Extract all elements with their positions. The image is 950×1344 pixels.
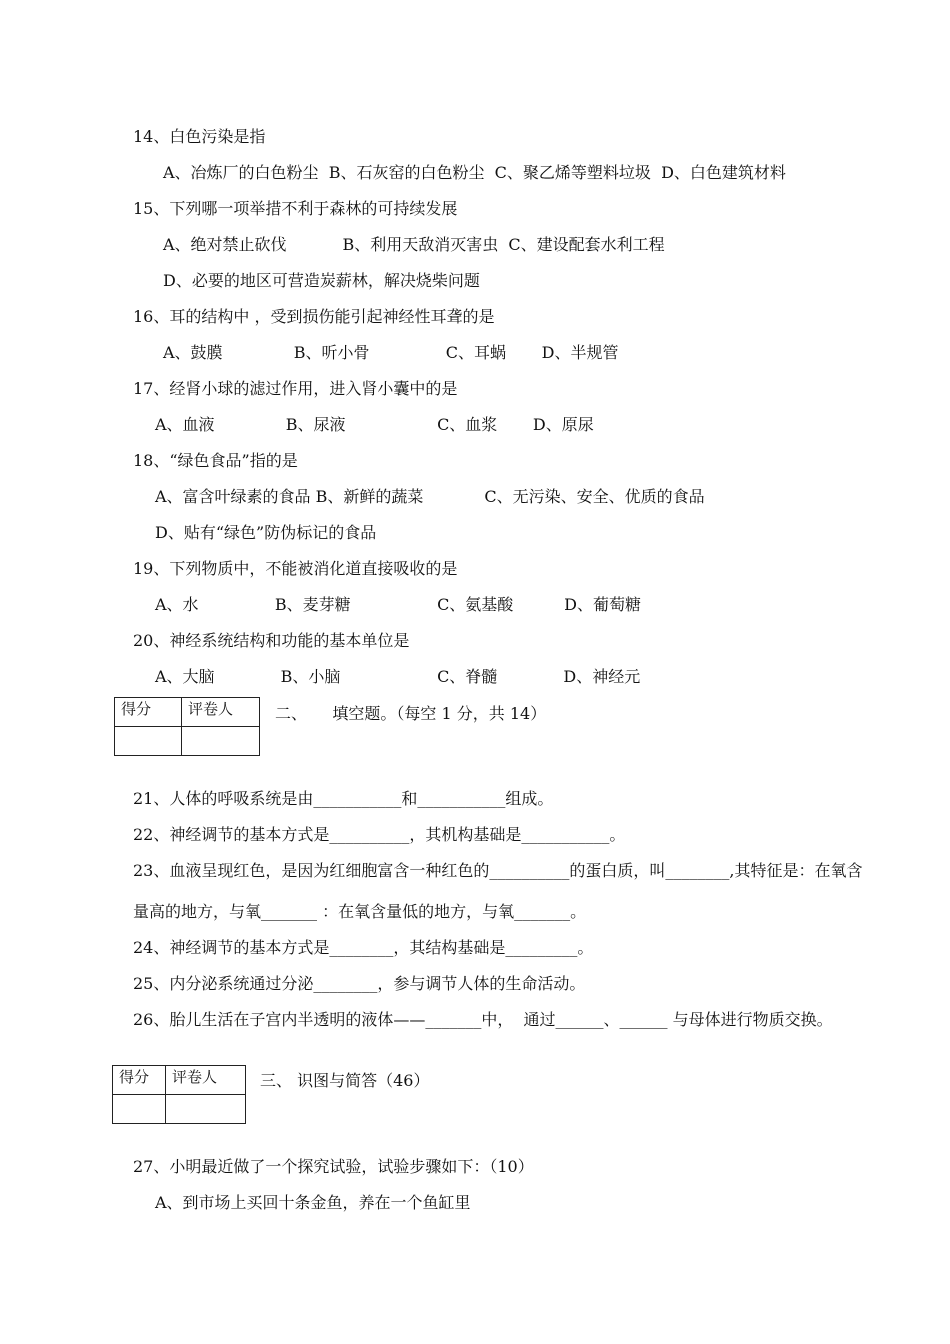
fill-question-21: 21、人体的呼吸系统是由___________和___________组成。 [133, 789, 554, 808]
score-table-section2 [114, 697, 260, 756]
question-27: 27、小明最近做了一个探究试验，试验步骤如下：（10） [133, 1157, 534, 1176]
section-3-title: 三、 识图与简答（46） [260, 1071, 430, 1090]
fill-question-22: 22、神经调节的基本方式是__________，其机构基础是___________。 [133, 825, 626, 844]
question-18: 18、“绿色食品”指的是 [133, 451, 298, 470]
question-19-options: A、水 B、麦芽糖 C、氨基酸 D、葡萄糖 [155, 595, 641, 614]
question-19: 19、下列物质中，不能被消化道直接吸收的是 [133, 559, 458, 578]
question-18-option-d: D、贴有“绿色”防伪标记的食品 [155, 523, 377, 542]
question-14-options: A、冶炼厂的白色粉尘 B、石灰窑的白色粉尘 C、聚乙烯等塑料垃圾 D、白色建筑材料 [163, 163, 786, 182]
question-16-options: A、鼓膜 B、听小骨 C、耳蜗 D、半规管 [163, 343, 619, 362]
grader-header: 评卷人 [166, 1066, 246, 1095]
score-cell [115, 727, 182, 756]
score-cell [113, 1095, 166, 1124]
question-16: 16、耳的结构中 ，受到损伤能引起神经性耳聋的是 [133, 307, 495, 326]
question-20-options: A、大脑 B、小脑 C、脊髓 D、神经元 [155, 667, 641, 686]
score-header: 得分 [113, 1066, 166, 1095]
question-15-option-d: D、必要的地区可营造炭薪林，解决烧柴问题 [163, 271, 480, 290]
grader-header: 评卷人 [182, 698, 260, 727]
question-20: 20、神经系统结构和功能的基本单位是 [133, 631, 410, 650]
section-2-title: 二、 填空题。（每空 1 分，共 14） [275, 704, 547, 723]
question-15: 15、下列哪一项举措不利于森林的可持续发展 [133, 199, 458, 218]
fill-question-23: 23、血液呈现红色，是因为红细胞富含一种红色的__________的蛋白质，叫________,其特征是：在氧含 [133, 861, 863, 880]
fill-question-24: 24、神经调节的基本方式是________，其结构基础是_________。 [133, 938, 594, 957]
fill-question-26: 26、胎儿生活在子宫内半透明的液体——_______中， 通过______、______ 与母体进行物质交换。 [133, 1010, 833, 1029]
question-18-options: A、富含叶绿素的食品 B、新鲜的蔬菜 C、无污染、安全、优质的食品 [155, 487, 705, 506]
score-header: 得分 [115, 698, 182, 727]
fill-question-25: 25、内分泌系统通过分泌________，参与调节人体的生命活动。 [133, 974, 586, 993]
grader-cell [182, 727, 260, 756]
question-14: 14、白色污染是指 [133, 127, 266, 146]
question-17-options: A、血液 B、尿液 C、血浆 D、原尿 [155, 415, 594, 434]
question-27-step-a: A、到市场上买回十条金鱼，养在一个鱼缸里 [155, 1193, 471, 1212]
question-17: 17、经肾小球的滤过作用，进入肾小囊中的是 [133, 379, 458, 398]
grader-cell [166, 1095, 246, 1124]
fill-question-23-cont: 量高的地方，与氧_______ ：在氧含量低的地方，与氧_______。 [133, 902, 587, 921]
question-15-options-abc: A、绝对禁止砍伐 B、利用天敌消灭害虫 C、建设配套水利工程 [163, 235, 665, 254]
score-table-section3 [112, 1065, 246, 1124]
